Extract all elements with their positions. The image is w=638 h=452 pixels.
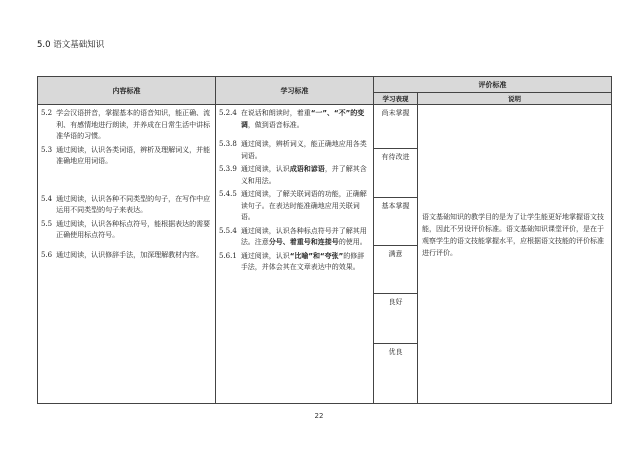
level-good: 良好 [374,294,417,344]
content-standard-item: 5.5 通过阅读，认识各种标点符号，能根据表达的需要正确使用标点符号。 [41,219,211,239]
assessment-note: 语文基础知识的教学目的是为了让学生能更好地掌握语文技能，因此不另设评价标准。语文基础知识课堂评价，是在于观察学生的语文技能掌握水平，应根据语文技能的评价标准进行评价。 [422,213,604,257]
level-excellent: 优良 [388,348,403,356]
header-performance: 学习表现 [374,93,418,105]
level-basic-mastery: 基本掌握 [374,198,417,246]
learning-standard-item: 5.2.4 在说话和朗读时，着重“一”、“不”的变调，做到语音标准。 [219,109,365,129]
page-number: 22 [314,412,324,420]
level-not-mastered: 尚未掌握 [374,105,417,149]
header-content-standard: 内容标准 [38,77,216,105]
content-standard-item: 5.3 通过阅读，认识各类词语，辨析及理解词义，并能准确地应用词语。 [41,145,211,165]
learning-standard-item: 5.4.5 通过阅读，了解关联词语的功能，正确解读句子。在表达时能准确地应用关联词语。 [219,190,367,221]
header-learning-standard: 学习标准 [216,77,374,105]
assessment-description [418,105,612,404]
header-description: 说明 [418,93,612,105]
learning-standard-item: 5.5.4 通过阅读，认识各种标点符号并了解其用法。注意分号、着重号和连接号的使用。 [219,226,367,246]
learning-standard-item: 5.3.8 通过阅读，辨析词义，能正确地应用各类词语。 [219,140,367,160]
standards-table [37,76,612,404]
learning-standard-item: 5.3.9 通过阅读，认识成语和谚语，并了解其含义和用法。 [219,165,367,185]
level-needs-improvement: 有待改进 [374,149,417,198]
section-title: 5.0 语文基础知识 [37,40,105,50]
performance-levels-column [374,105,418,404]
learning-standard-item: 5.6.1 通过阅读，认识“比喻”和“夸张”的修辞手法，并体会其在文章表达中的效果。 [219,251,365,271]
level-satisfactory: 满意 [374,246,417,294]
learning-standard-column [216,105,374,404]
content-standard-item: 5.6 通过阅读，认识修辞手法，加深理解教材内容。 [41,250,204,259]
content-standard-column [38,105,216,404]
header-assessment-standard: 评价标准 [374,77,612,93]
content-standard-item: 5.2 学会汉语拼音，掌握基本的语音知识，能正确、流利、有感情地进行朗读，并养成在日常生活中讲标准华语的习惯。 [41,109,211,140]
content-standard-item: 5.4 通过阅读，认识各种不同类型的句子，在写作中应运用不同类型的句子来表达。 [41,194,211,214]
